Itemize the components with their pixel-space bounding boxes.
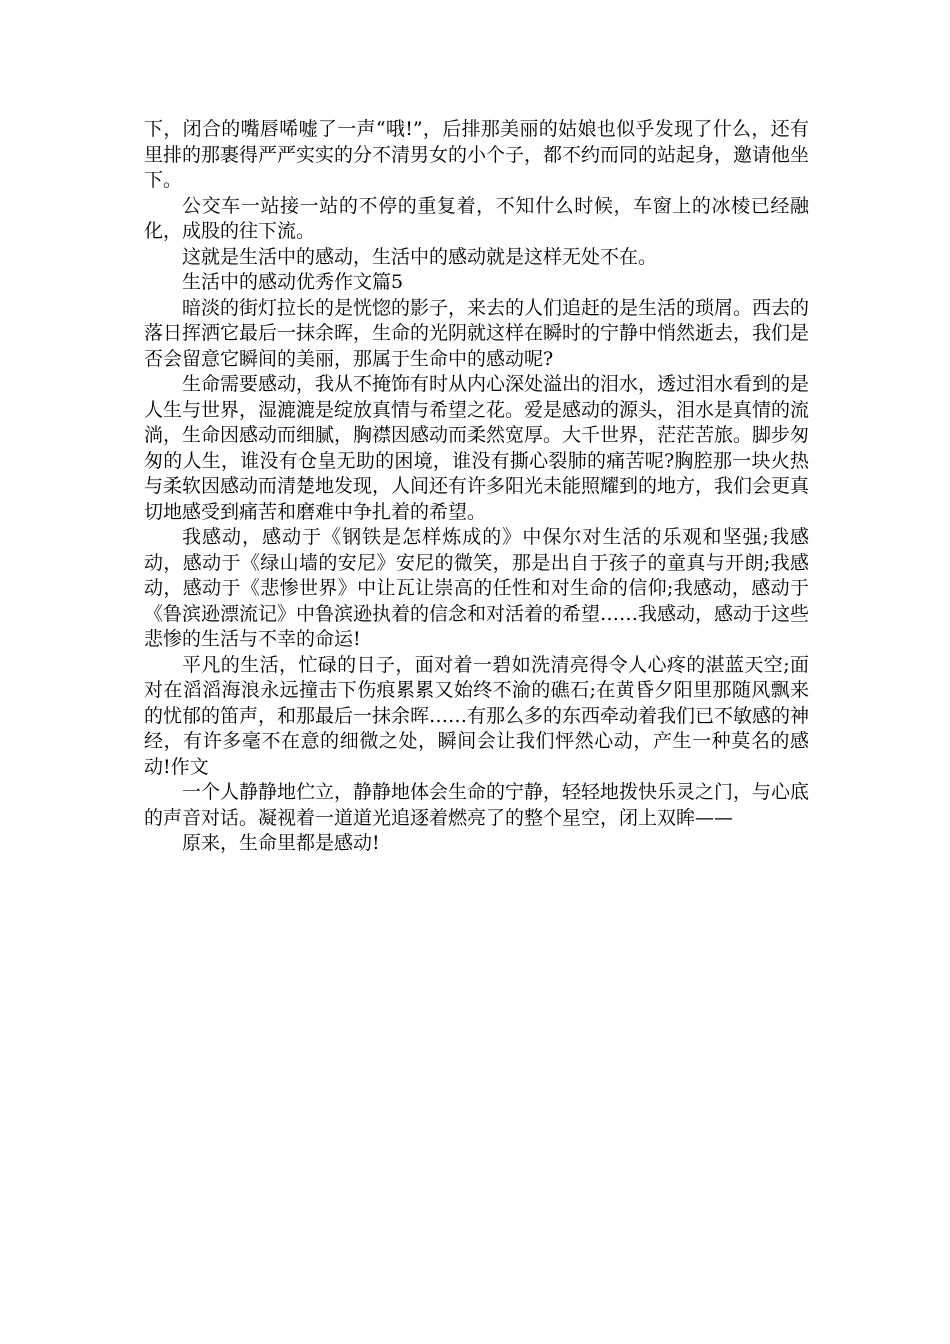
paragraph: 我感动，感动于《钢铁是怎样炼成的》中保尔对生活的乐观和坚强;我感动，感动于《绿山墙的安尼》安尼的微笑，那是出自于孩子的童真与开朗;我感动，感动于《悲惨世界》中让瓦让崇高的任性和对生命的信仰;我感动，感动于《鲁滨逊漂流记》中鲁滨逊执着的信念和对活着的希望……我感动，感动于这些悲惨的生活与不幸的命运! xyxy=(144,526,810,650)
paragraph: 原来，生命里都是感动! xyxy=(182,832,380,854)
paragraph: 公交车一站接一站的不停的重复着，不知什么时候，车窗上的冰棱已经融化，成股的往下流。 xyxy=(144,194,809,242)
paragraph: 生命需要感动，我从不掩饰有时从内心深处溢出的泪水，透过泪水看到的是人生与世界，湿漉漉是绽放真情与希望之花。爱是感动的源头，泪水是真情的流淌，生命因感动而细腻，胸襟因感动而柔然宽厚。大千世界，茫茫苦旅。脚步匆匆的人生，谁没有仓皇无助的困境，谁没有撕心裂肺的痛苦呢?胸腔那一块火热与柔软因感动而清楚地发现，人间还有许多阳光未能照耀到的地方，我们会更真切地感受到痛苦和磨难中争扎着的希望。 xyxy=(144,373,810,523)
section-heading: 生活中的感动优秀作文篇5 xyxy=(182,271,404,293)
paragraph: 一个人静静地伫立，静静地体会生命的宁静，轻轻地拨快乐灵之门，与心底的声音对话。凝视着一道道光追逐着燃亮了的整个星空，闭上双眸—— xyxy=(144,781,810,829)
paragraph: 这就是生活中的感动，生活中的感动就是这样无处不在。 xyxy=(182,245,658,268)
document-page xyxy=(144,117,809,857)
paragraph: 暗淡的街灯拉长的是恍惚的影子，来去的人们追赶的是生活的琐屑。西去的落日挥洒它最后一抹余晖，生命的光阴就这样在瞬时的宁静中悄然逝去，我们是否会留意它瞬间的美丽，那属于生命中的感动呢? xyxy=(144,296,810,370)
paragraph-continued: 下，闭合的嘴唇唏嘘了一声“哦!”，后排那美丽的姑娘也似乎发现了什么，还有里排的那裹得严严实实的分不清男女的小个子，都不约而同的站起身，邀请他坐下。 xyxy=(144,118,810,191)
paragraph: 平凡的生活，忙碌的日子，面对着一碧如洗清亮得令人心疼的湛蓝天空;面对在滔滔海浪永远撞击下伤痕累累又始终不渝的礁石;在黄昏夕阳里那随风飘来的忧郁的笛声，和那最后一抹余晖……有那么多的东西牵动着我们已不敏感的神经，有许多毫不在意的细微之处，瞬间会让我们怦然心动，产生一种莫名的感动!作文 xyxy=(144,653,810,778)
